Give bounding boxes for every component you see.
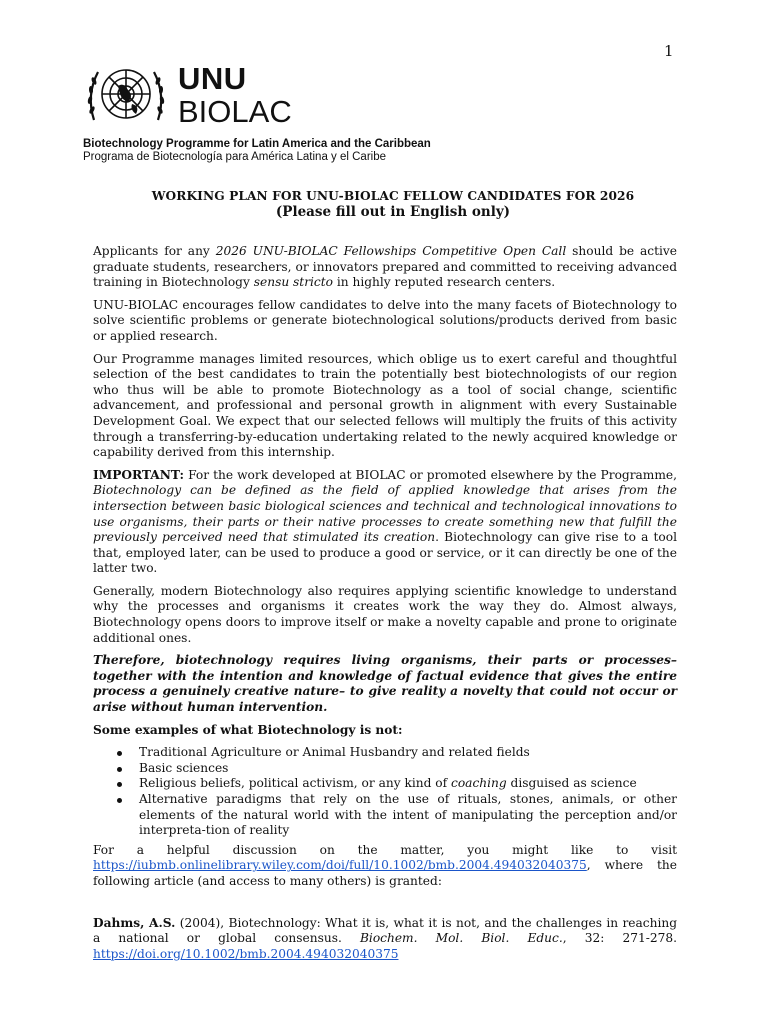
document-body bbox=[93, 244, 677, 969]
header-logo bbox=[84, 60, 292, 130]
reference-citation: Dahms, A.S. (2004), Biotechnology: What it is, what it is not, and the challenges in reaching a national or global consensus. Biochem. Mol. Biol. Educ., 32: 271-278. https://doi.org/10.1002/bmb.2004.494032040375 bbox=[93, 915, 677, 961]
doi-link[interactable]: https://doi.org/10.1002/bmb.2004.494032040375 bbox=[93, 946, 399, 961]
program-name-es: Programa de Biotecnología para América Latina y el Caribe bbox=[83, 151, 387, 163]
paragraph-applicants: Applicants for any 2026 UNU-BIOLAC Fellowships Competitive Open Call should be active graduate students, researchers, or innovators prepared and committed to receiving advanced training in Biotechnology sensu stricto in highly reputed research centers. bbox=[93, 244, 677, 290]
paragraph-encourages: UNU-BIOLAC encourages fellow candidates to delve into the many facets of Biotechnology to solve scientific problems or generate biotechnological solutions/products derived from basic or applied research. bbox=[93, 297, 677, 343]
paragraph-therefore: Therefore, biotechnology requires living organisms, their parts or processes– together with the intention and knowledge of factual evidence that gives the entire process a genuinely creative nature– to give reality a novelty that could not occur or arise without human intervention. bbox=[93, 653, 677, 715]
examples-list bbox=[93, 745, 677, 839]
iubmb-link[interactable]: https://iubmb.onlinelibrary.wiley.com/doi/full/10.1002/bmb.2004.494032040375 bbox=[93, 858, 587, 873]
title-line-2: (Please fill out in English only) bbox=[275, 204, 511, 220]
paragraph-generally: Generally, modern Biotechnology also requires applying scientific knowledge to understand why the processes and organisms it creates work the way they do. Almost always, Biotechnology opens doors to improve itself or make a novelty capable and prone to originate additional ones. bbox=[93, 583, 677, 645]
program-name bbox=[83, 138, 431, 164]
reference-author: Dahms, A.S. bbox=[93, 915, 176, 930]
un-emblem-icon bbox=[84, 60, 168, 130]
examples-heading: Some examples of what Biotechnology is not: bbox=[93, 722, 403, 737]
paragraph-resources: Our Programme manages limited resources, which oblige us to exert careful and thoughtful selection of the best candidates to train the potentially best biotechnologists of our region who thus will be able to promote Biotechnology as a tool of social change, scientific advancement, and professional and personal growth in alignment with every Sustainable Development Goal. We expect that our selected fellows will multiply the fruits of this activity through a transferring-by-education undertaking related to the newly acquired knowledge or capability derived from this internship. bbox=[93, 351, 677, 460]
program-name-en: Biotechnology Programme for Latin America and the Caribbean bbox=[83, 138, 431, 150]
important-label: IMPORTANT: bbox=[93, 467, 185, 482]
brand-top: UNU bbox=[178, 61, 247, 96]
page-number: 1 bbox=[664, 42, 674, 60]
list-item: Religious beliefs, political activism, or any kind of coaching disguised as science bbox=[139, 776, 677, 792]
list-item: Traditional Agriculture or Animal Husbandry and related fields bbox=[139, 745, 677, 761]
title-line-1: WORKING PLAN FOR UNU-BIOLAC FELLOW CANDIDATES FOR 2026 bbox=[151, 189, 635, 203]
brand-bottom: BIOLAC bbox=[178, 94, 292, 129]
paragraph-important: IMPORTANT: For the work developed at BIOLAC or promoted elsewhere by the Programme, Biotechnology can be defined as the field of applied knowledge that arises from the intersection between basic biological sciences and technical and technological innovations to use organisms, their parts or their native processes to create something new that fulfill the previously perceived need that stimulated its creation. Biotechnology can give rise to a tool that, employed later, can be used to produce a good or service, or it can directly be one of the latter two. bbox=[93, 467, 677, 576]
paragraph-visit: For a helpful discussion on the matter, you might like to visit https://iubmb.onlinelibrary.wiley.com/doi/full/10.1002/bmb.2004.494032040375, where the following article (and access to many others) is granted: bbox=[93, 842, 677, 888]
list-item: Alternative paradigms that rely on the use of rituals, stones, animals, or other elements of the natural world with the intent of manipulating the perception and/or interpreta-tion of reality bbox=[139, 792, 677, 838]
list-item: Basic sciences bbox=[139, 761, 677, 777]
brand-wordmark bbox=[178, 63, 292, 127]
document-title bbox=[0, 189, 768, 220]
